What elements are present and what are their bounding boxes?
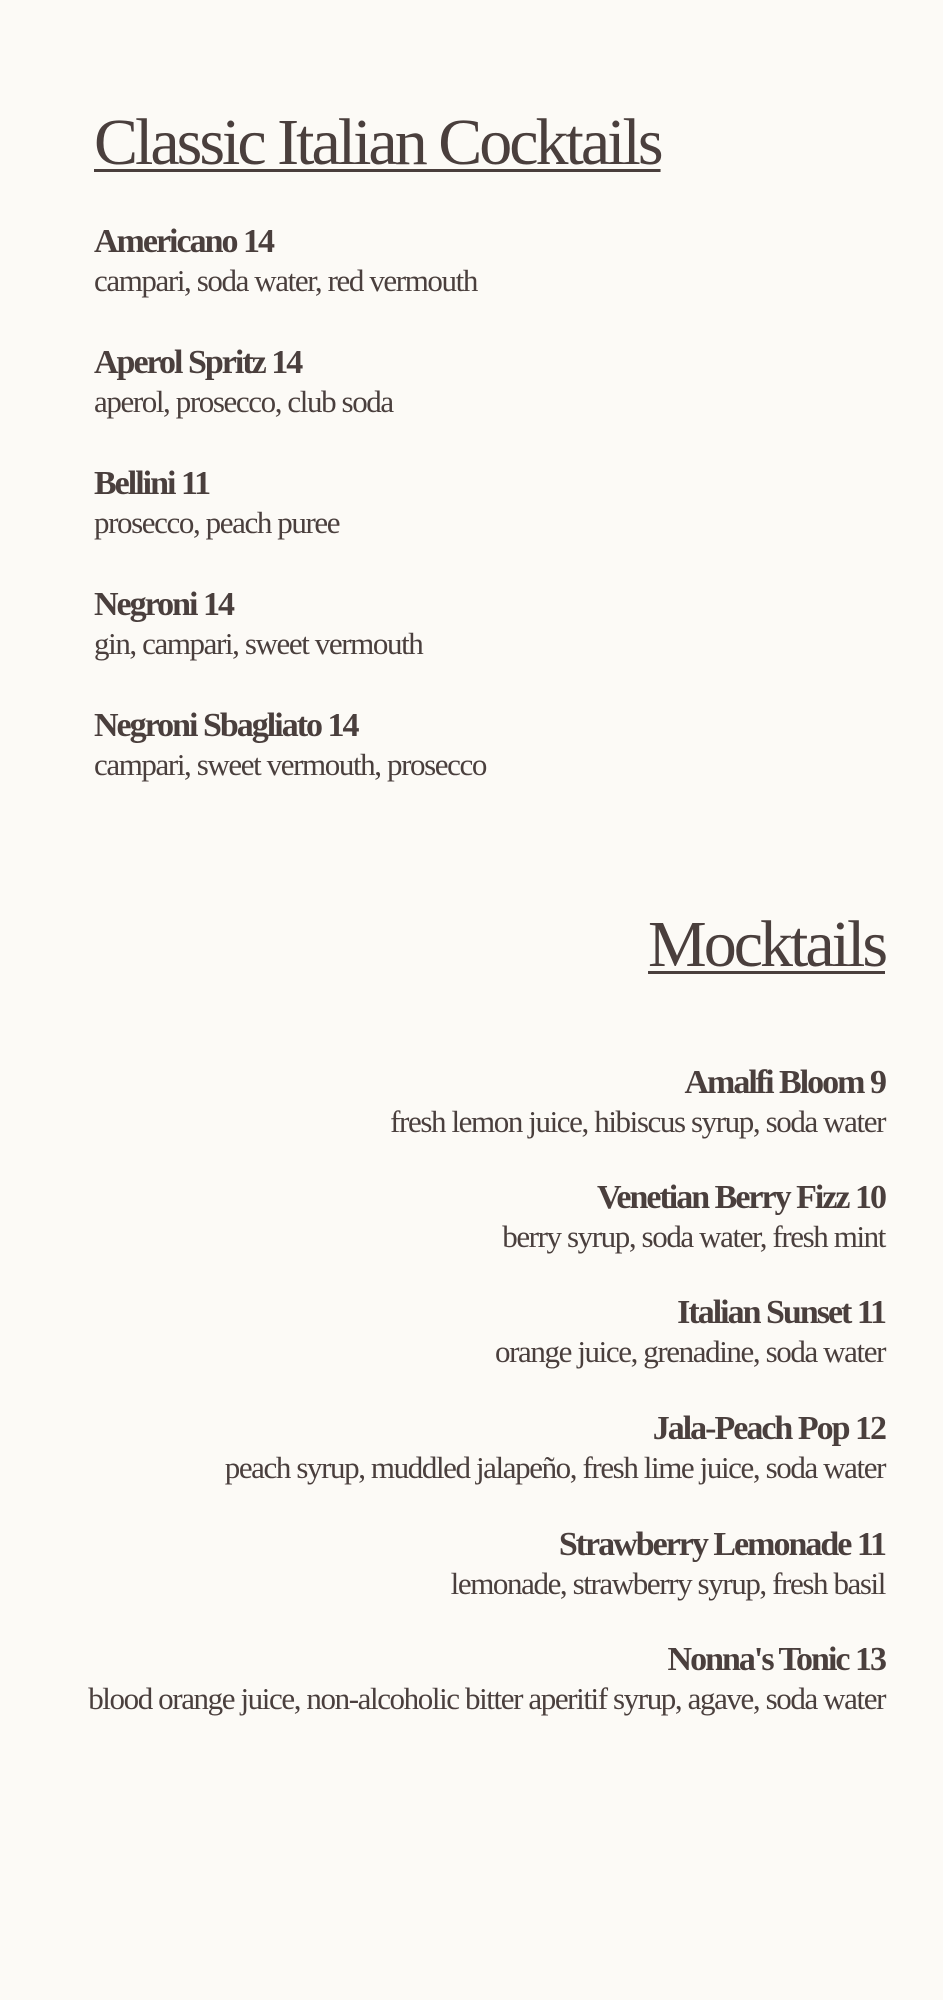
item-ingredients: campari, sweet vermouth, prosecco <box>94 747 486 782</box>
menu-item <box>94 222 477 300</box>
mocktails-title: Mocktails <box>648 908 885 981</box>
item-name: Strawberry Lemonade 11 <box>558 1526 885 1563</box>
item-name: Italian Sunset 11 <box>677 1294 885 1331</box>
menu-item <box>390 1063 885 1141</box>
menu-item <box>502 1178 885 1256</box>
item-ingredients: gin, campari, sweet vermouth <box>94 626 423 661</box>
item-name: Nonna's Tonic 13 <box>667 1641 885 1678</box>
item-ingredients: lemonade, strawberry syrup, fresh basil <box>450 1566 885 1601</box>
item-ingredients: peach syrup, muddled jalapeño, fresh lime juice, soda water <box>224 1450 885 1485</box>
item-ingredients: prosecco, peach puree <box>94 505 340 540</box>
menu-item <box>225 1409 885 1487</box>
item-ingredients: blood orange juice, non-alcoholic bitter aperitif syrup, agave, soda water <box>88 1681 885 1716</box>
item-ingredients: fresh lemon juice, hibiscus syrup, soda water <box>390 1104 885 1139</box>
menu-item <box>451 1525 885 1603</box>
menu-item <box>94 464 339 542</box>
item-name: Negroni 14 <box>94 586 233 623</box>
item-name: Aperol Spritz 14 <box>94 344 302 381</box>
item-ingredients: orange juice, grenadine, soda water <box>495 1334 885 1369</box>
item-name: Amalfi Bloom 9 <box>684 1064 885 1101</box>
menu-item <box>94 343 393 421</box>
menu-item <box>94 706 486 784</box>
item-name: Jala-Peach Pop 12 <box>652 1410 885 1447</box>
item-name: Bellini 11 <box>94 465 210 502</box>
item-ingredients: berry syrup, soda water, fresh mint <box>502 1219 885 1254</box>
menu-item <box>94 585 422 663</box>
item-name: Negroni Sbagliato 14 <box>94 707 358 744</box>
menu-item <box>88 1640 885 1718</box>
item-ingredients: aperol, prosecco, club soda <box>94 384 393 419</box>
item-name: Venetian Berry Fizz 10 <box>596 1179 885 1216</box>
classic-cocktails-title: Classic Italian Cocktails <box>94 106 661 179</box>
item-ingredients: campari, soda water, red vermouth <box>94 263 477 298</box>
menu-item <box>495 1293 885 1371</box>
item-name: Americano 14 <box>94 223 274 260</box>
